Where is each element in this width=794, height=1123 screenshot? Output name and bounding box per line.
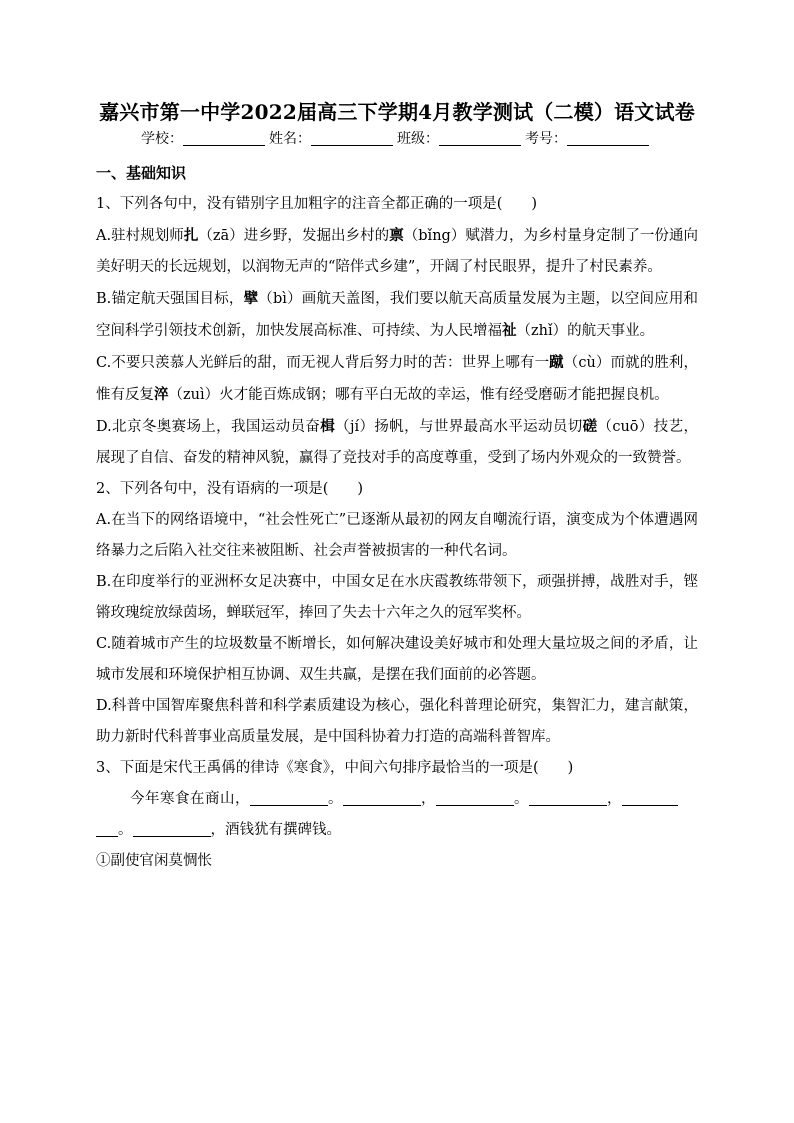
school-label: 学校：: [141, 131, 183, 147]
poem-blank[interactable]: [343, 791, 421, 806]
poem-blank[interactable]: [96, 822, 118, 837]
text: （cuō）技艺，展现了自信、奋发的精神风貌，赢得了竞技对手的高度尊重，受到了场内外观众的一致赞誉。: [96, 419, 699, 466]
text: （bǐng）赋潜力，为乡村量身定制了一份通向美好明天的长远规划，以润物无声的“陪伴式乡建”，开阔了村民眼界，提升了村民素养。: [96, 228, 698, 275]
poem-blank[interactable]: [622, 791, 678, 806]
poem-blank[interactable]: [250, 791, 328, 806]
question-3-stem: 3、下面是宋代王禹偁的律诗《寒食》，中间六句排序最恰当的一项是( ): [96, 760, 574, 776]
student-info-row: [0, 128, 794, 148]
question-1-stem: 1、下列各句中，没有错别字且加粗字的注音全都正确的一项是( ): [96, 196, 538, 212]
bold-char: 楫: [320, 418, 336, 435]
text: C.不要只羡慕人光鲜后的甜，而无视人背后努力时的苦：世界上哪有一: [96, 355, 550, 371]
bold-char: 祉: [502, 322, 517, 339]
punct: ，: [607, 791, 622, 807]
poem-blank[interactable]: [436, 791, 514, 806]
question-1-option-c: [96, 347, 698, 411]
text: B.锚定航天强国目标，: [96, 291, 244, 307]
poem-blank[interactable]: [133, 822, 211, 837]
text: （zhǐ）的航天事业。: [516, 323, 655, 339]
exam-no-blank[interactable]: [567, 131, 649, 146]
question-2-option-a: A.在当下的网络语境中，“社会性死亡”已逐渐从最初的网友自嘲流行语，演变成为个体遭遇网络暴力之后陷入社交往来被阻断、社会声誉被损害的一种代名词。: [96, 512, 698, 559]
question-2-option-d: D.科普中国智库聚焦科普和科学素质建设为核心，强化科普理论研究，集智汇力，建言献策，助力新时代科普事业高质量发展，是中国科协着力打造的高端科普智库。: [96, 698, 698, 745]
text: （cù）而就的胜利，惟有反复: [96, 355, 699, 403]
bold-char: 蹴: [549, 354, 564, 371]
text: D.北京冬奥赛场上，我国运动员奋: [96, 419, 321, 435]
name-label: 姓名：: [269, 131, 311, 147]
poem-start: 今年寒食在商山，: [130, 791, 250, 807]
text: （zuì）火才能百炼成钢；哪有平白无故的幸运，惟有经受磨砺才能把握良机。: [168, 387, 669, 403]
punct: 。: [118, 822, 133, 838]
bold-char: 扎: [183, 227, 199, 244]
question-2-stem: 2、下列各句中，没有语病的一项是( ): [96, 481, 364, 497]
text: A.驻村规划师: [96, 228, 184, 244]
punct: 。: [328, 791, 343, 807]
page-title: 嘉兴市第一中学2022届高三下学期4月教学测试（二模）语文试卷: [99, 100, 695, 124]
question-1-option-d: [96, 411, 698, 474]
text: （jí）扬帆，与世界最高水平运动员切: [335, 419, 583, 435]
bold-char: 禀: [389, 227, 404, 244]
bold-char: 擘: [243, 290, 259, 307]
exam-body: [96, 158, 698, 877]
poem-end: ，酒钱犹有撰碑钱。: [210, 822, 341, 838]
text: （bì）画航天盖图，我们要以航天高质量发展为主题，以空间应用和空间科学引领技术创新，加快发展高标准、可持续、为人民增福: [96, 291, 698, 339]
poem-blank[interactable]: [529, 791, 607, 806]
bold-char: 磋: [582, 418, 598, 435]
class-label: 班级：: [397, 131, 439, 147]
text: （zā）进乡野，发掘出乡村的: [198, 228, 390, 244]
school-blank[interactable]: [183, 131, 265, 146]
question-2-option-b: B.在印度举行的亚洲杯女足决赛中，中国女足在水庆霞教练带领下，顽强拼搏，战胜对手，铿锵玫瑰绽放绿茵场，蝉联冠军，捧回了失去十六年之久的冠军奖杯。: [96, 574, 698, 621]
punct: ，: [421, 791, 436, 807]
section-heading: 一、基础知识: [96, 164, 187, 182]
punct: 。: [514, 791, 529, 807]
question-1-option-b: [96, 283, 698, 347]
question-2-option-c: C.随着城市产生的垃圾数量不断增长，如何解决建设美好城市和处理大量垃圾之间的矛盾，让城市发展和环境保护相互协调、双生共赢，是摆在我们面前的必答题。: [96, 636, 698, 683]
poem-option-1: ①副使官闲莫惆怅: [96, 853, 212, 869]
class-blank[interactable]: [439, 131, 521, 146]
poem-line-2: [96, 815, 698, 846]
poem-line-1: [96, 784, 698, 815]
bold-char: 淬: [154, 386, 169, 403]
exam-no-label: 考号：: [525, 131, 567, 147]
name-blank[interactable]: [311, 131, 393, 146]
question-1-option-a: [96, 220, 698, 283]
